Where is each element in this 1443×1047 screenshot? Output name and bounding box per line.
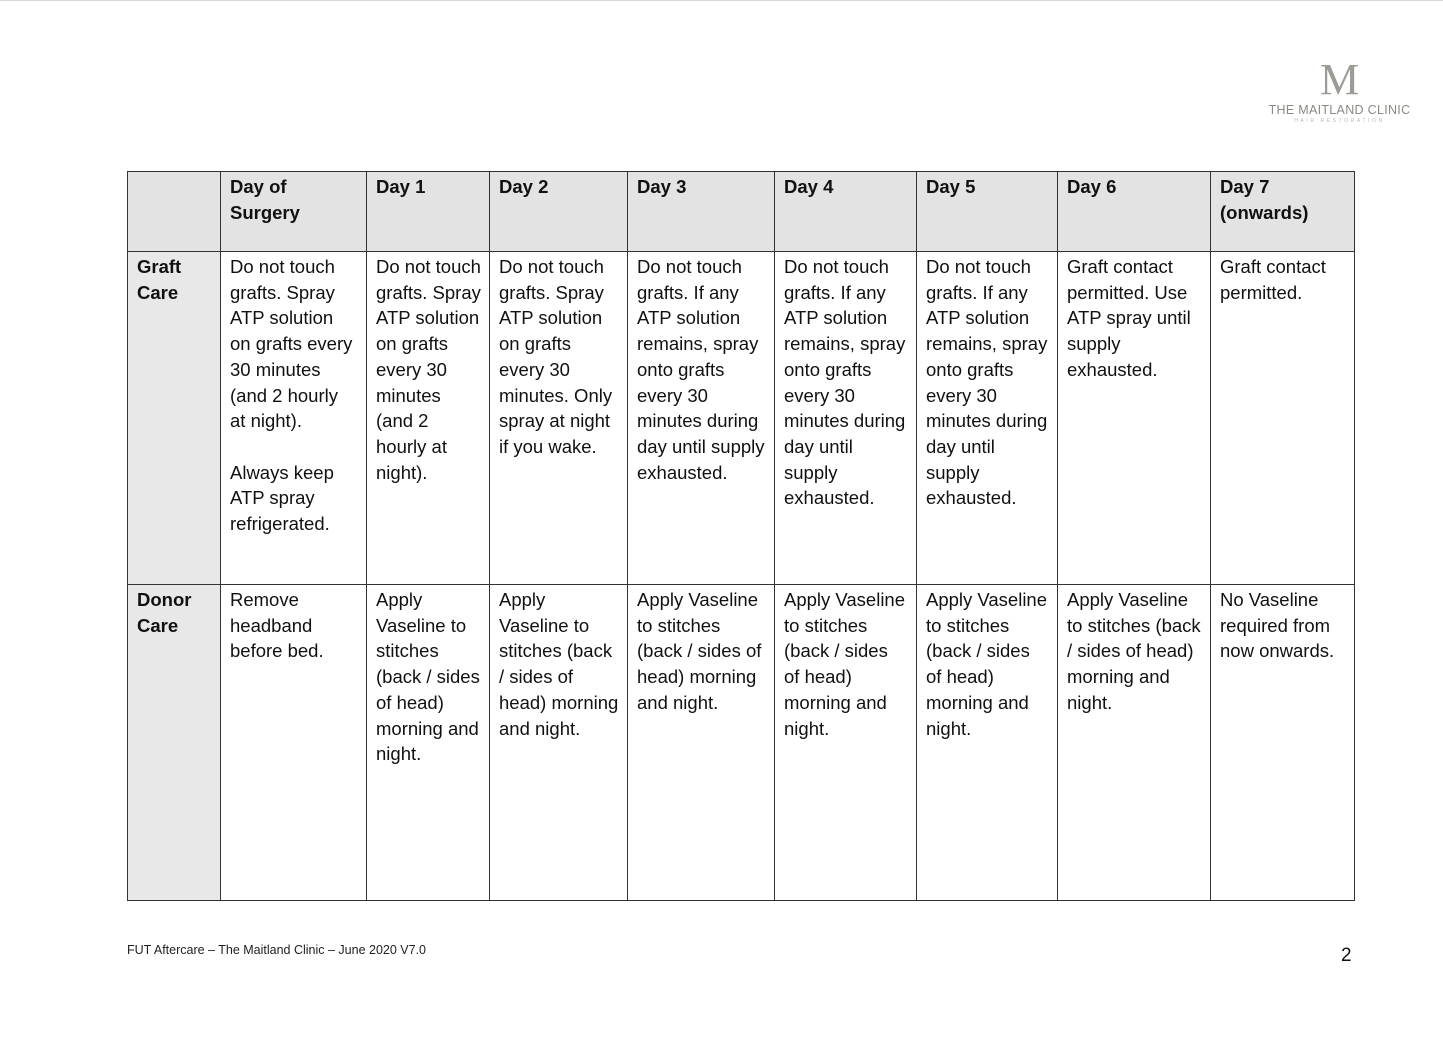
header-cell: Day 5 bbox=[917, 172, 1058, 252]
row-label-donor-care: Donor Care bbox=[128, 585, 221, 901]
table-cell: Apply Vaseline to stitches (back / sides of head) morning and night. bbox=[917, 585, 1058, 901]
header-cell: Day 6 bbox=[1058, 172, 1211, 252]
table-cell: Apply Vaseline to stitches (back / sides of head) morning and night. bbox=[490, 585, 628, 901]
header-cell: Day 1 bbox=[367, 172, 490, 252]
cell-text: Always keep ATP spray refrigerated. bbox=[230, 461, 334, 535]
table-cell: Graft contact permitted. bbox=[1211, 252, 1355, 585]
table-cell: Apply Vaseline to stitches (back / sides of head) morning and night. bbox=[628, 585, 775, 901]
cell-text: Do not touch grafts. Spray ATP solution on grafts every 30 minutes (and 2 hourly at night). bbox=[230, 256, 353, 432]
page-number: 2 bbox=[1341, 945, 1352, 966]
table-cell: No Vaseline required from now onwards. bbox=[1211, 585, 1355, 901]
header-cell: Day 7 (onwards) bbox=[1211, 172, 1355, 252]
header-cell: Day 3 bbox=[628, 172, 775, 252]
clinic-logo bbox=[1262, 55, 1417, 125]
logo-monogram: M bbox=[1319, 55, 1360, 104]
logo-tagline: HAIR RESTORATION bbox=[1294, 118, 1385, 124]
table-cell: Apply Vaseline to stitches (back / sides of head) morning and night. bbox=[1058, 585, 1211, 901]
table-cell: Do not touch grafts. If any ATP solution remains, spray onto grafts every 30 minutes during day until supply exhausted. bbox=[917, 252, 1058, 585]
logo-clinic-name: THE MAITLAND CLINIC bbox=[1268, 103, 1411, 117]
table-header-row bbox=[128, 172, 1355, 252]
table-cell: Do not touch grafts. If any ATP solution remains, spray onto grafts every 30 minutes during day until supply exhausted. bbox=[628, 252, 775, 585]
table-cell: Remove headband before bed. bbox=[221, 585, 367, 901]
table-row bbox=[128, 252, 1355, 585]
table-cell: Graft contact permitted. Use ATP spray until supply exhausted. bbox=[1058, 252, 1211, 585]
table-row bbox=[128, 585, 1355, 901]
table-cell: Do not touch grafts. If any ATP solution remains, spray onto grafts every 30 minutes during day until supply exhausted. bbox=[775, 252, 917, 585]
footer-document-info: FUT Aftercare – The Maitland Clinic – June 2020 V7.0 bbox=[127, 943, 427, 957]
page-top-border bbox=[0, 0, 1443, 1]
header-cell bbox=[128, 172, 221, 252]
table-cell: Apply Vaseline to stitches (back / sides of head) morning and night. bbox=[367, 585, 490, 901]
aftercare-schedule-table bbox=[127, 171, 1355, 901]
header-cell: Day of Surgery bbox=[221, 172, 367, 252]
table-cell bbox=[221, 252, 367, 585]
table-cell: Apply Vaseline to stitches (back / sides of head) morning and night. bbox=[775, 585, 917, 901]
header-cell: Day 4 bbox=[775, 172, 917, 252]
table-cell: Do not touch grafts. Spray ATP solution on grafts every 30 minutes. Only spray at night if you wake. bbox=[490, 252, 628, 585]
table-cell: Do not touch grafts. Spray ATP solution on grafts every 30 minutes (and 2 hourly at night). bbox=[367, 252, 490, 585]
header-cell: Day 2 bbox=[490, 172, 628, 252]
row-label-graft-care: Graft Care bbox=[128, 252, 221, 585]
